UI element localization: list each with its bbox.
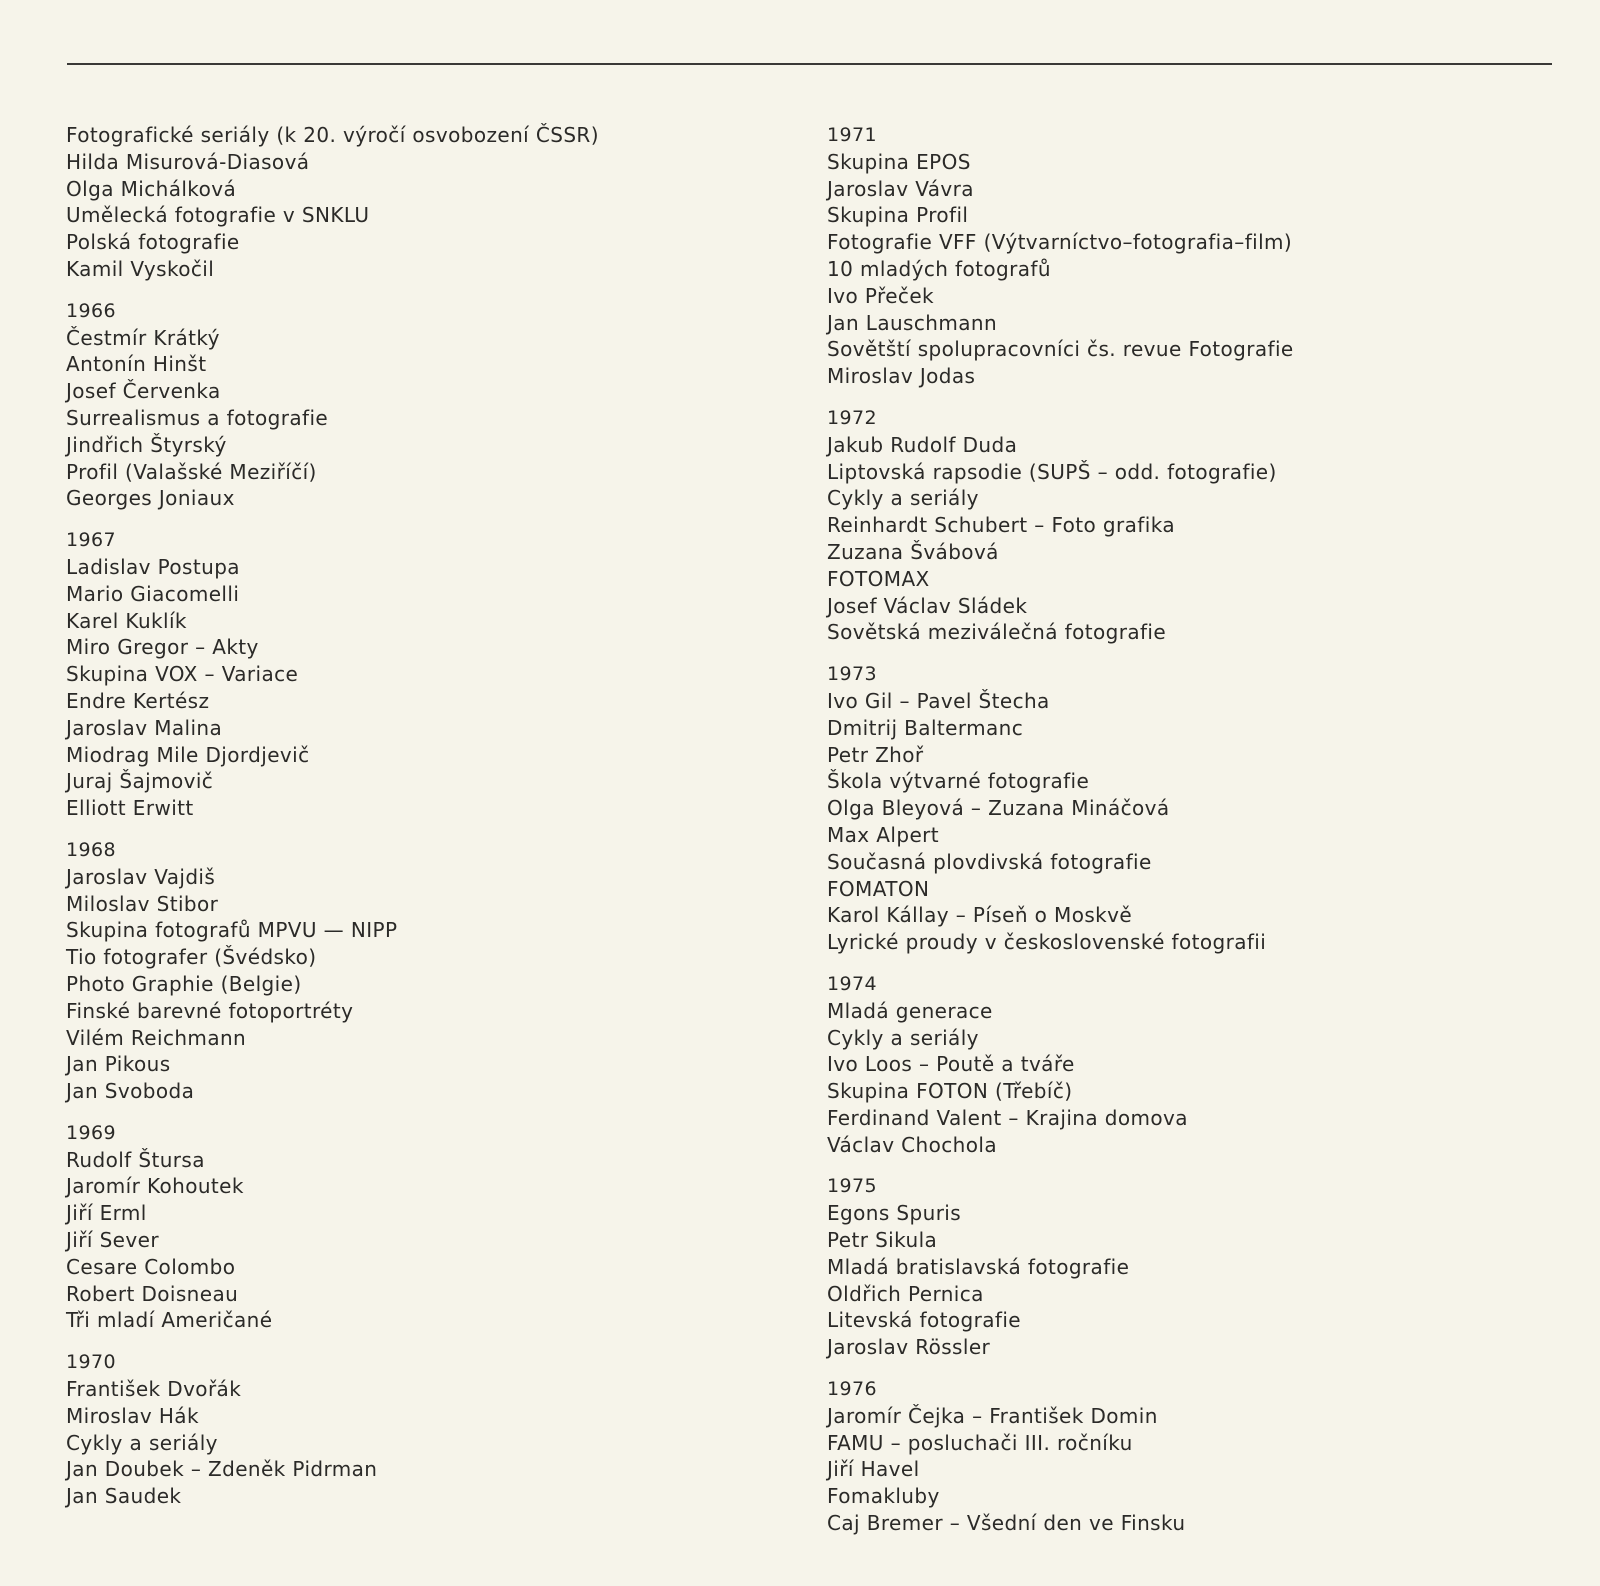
exhibition-entry: Antonín Hinšt (66, 352, 207, 377)
exhibition-entry: Olga Bleyová – Zuzana Mináčová (827, 796, 1170, 821)
exhibition-entry: Fomakluby (827, 1484, 940, 1509)
left-column (66, 122, 766, 1525)
exhibition-entry: Umělecká fotografie v SNKLU (66, 203, 370, 228)
exhibition-entry: Jaroslav Vávra (827, 176, 974, 201)
exhibition-entry: Současná plovdivská fotografie (827, 849, 1152, 874)
exhibition-entry: Liptovská rapsodie (SUPŠ – odd. fotografie) (827, 459, 1277, 484)
year-group (827, 1376, 1547, 1537)
exhibition-entry: Tři mladí Američané (66, 1308, 273, 1333)
year-heading: 1975 (827, 1175, 877, 1198)
exhibition-entry: Max Alpert (827, 822, 940, 847)
exhibition-entry: Jakub Rudolf Duda (827, 432, 1018, 457)
exhibition-entry: Litevská fotografie (827, 1308, 1021, 1333)
exhibition-entry: Photo Graphie (Belgie) (66, 971, 302, 996)
exhibition-entry: Jaromír Čejka – František Domin (827, 1403, 1158, 1428)
year-heading: 1968 (66, 838, 116, 861)
exhibition-entry: Dmitrij Baltermanc (827, 715, 1024, 740)
exhibition-entry: Miloslav Stibor (66, 891, 219, 916)
exhibition-entry: Václav Chochola (827, 1132, 997, 1157)
exhibition-entry: Miroslav Hák (66, 1403, 199, 1428)
exhibition-entry: Škola výtvarné fotografie (827, 769, 1090, 794)
year-heading: 1973 (827, 663, 877, 686)
exhibition-entry: 10 mladých fotografů (827, 256, 1051, 281)
exhibition-entry: František Dvořák (66, 1377, 242, 1402)
year-group (66, 122, 766, 283)
right-column (827, 122, 1547, 1552)
exhibition-entry: Ivo Přeček (827, 283, 935, 308)
exhibition-entry: Sovětská meziválečná fotografie (827, 620, 1167, 645)
exhibition-entry: Skupina Profil (827, 203, 969, 228)
exhibition-entry: Miro Gregor – Akty (66, 635, 259, 660)
exhibition-entry: Polská fotografie (66, 230, 240, 255)
exhibition-entry: Oldřich Pernica (827, 1281, 984, 1306)
year-group (827, 122, 1547, 390)
year-group (827, 661, 1547, 956)
exhibition-entry: Čestmír Krátký (66, 325, 220, 350)
exhibition-entry: Robert Doisneau (66, 1281, 239, 1306)
exhibition-entry: Josef Červenka (66, 379, 221, 404)
exhibition-entry: Miroslav Jodas (827, 364, 976, 389)
exhibition-entry: Egons Spuris (827, 1201, 962, 1226)
exhibition-entry: Elliott Erwitt (66, 796, 194, 821)
exhibition-entry: Endre Kertész (66, 688, 210, 713)
exhibition-entry: Fotografické seriály (k 20. výročí osvobození ČSSR) (66, 123, 599, 147)
year-group (827, 1173, 1547, 1361)
exhibition-entry: Juraj Šajmovič (66, 769, 214, 794)
exhibition-entry: Karol Kállay – Píseň o Moskvě (827, 903, 1133, 928)
exhibition-entry: Cykly a seriály (827, 1025, 979, 1050)
exhibition-entry: Jaroslav Vajdiš (66, 864, 216, 889)
exhibition-entry: Caj Bremer – Všední den ve Finsku (827, 1511, 1186, 1536)
exhibition-entry: Zuzana Švábová (827, 539, 999, 564)
exhibition-entry: Mario Giacomelli (66, 581, 240, 606)
exhibition-entry: Jan Doubek – Zdeněk Pidrman (66, 1457, 378, 1482)
exhibition-entry: Ladislav Postupa (66, 554, 240, 579)
exhibition-entry: Jiří Erml (66, 1201, 147, 1226)
exhibition-entry: Mladá bratislavská fotografie (827, 1254, 1130, 1279)
year-heading: 1969 (66, 1121, 116, 1144)
exhibition-entry: Jan Pikous (66, 1052, 171, 1077)
year-heading: 1967 (66, 529, 116, 552)
exhibition-entry: Skupina FOTON (Třebíč) (827, 1079, 1073, 1104)
exhibition-entry: Petr Sikula (827, 1228, 938, 1253)
exhibition-entry: Jan Saudek (66, 1484, 182, 1509)
exhibition-entry: Profil (Valašské Meziříčí) (66, 459, 317, 484)
exhibition-entry: Skupina EPOS (827, 149, 971, 174)
exhibition-entry: Hilda Misurová-Diasová (66, 149, 310, 174)
year-heading: 1966 (66, 299, 116, 322)
exhibition-entry: Jiří Sever (66, 1228, 159, 1253)
exhibition-entry: Jan Lauschmann (827, 310, 998, 335)
year-group (827, 971, 1547, 1159)
exhibition-entry: Finské barevné fotoportréty (66, 998, 354, 1023)
exhibition-entry: Ivo Loos – Poutě a tváře (827, 1052, 1075, 1077)
exhibition-entry: Jaroslav Rössler (827, 1335, 991, 1360)
exhibition-entry: Cesare Colombo (66, 1254, 236, 1279)
exhibition-entry: Fotografie VFF (Výtvarníctvo–fotografia–film) (827, 230, 1293, 255)
exhibition-entry: Skupina VOX – Variace (66, 662, 299, 687)
exhibition-entry: Jan Svoboda (66, 1079, 195, 1104)
exhibition-entry: Cykly a seriály (827, 486, 979, 511)
year-group (66, 1120, 766, 1334)
year-group (66, 837, 766, 1105)
exhibition-entry: Karel Kuklík (66, 608, 187, 633)
year-heading: 1976 (827, 1378, 877, 1401)
exhibition-entry: FAMU – posluchači III. ročníku (827, 1430, 1133, 1455)
exhibition-entry: Mladá generace (827, 998, 993, 1023)
exhibition-entry: Kamil Vyskočil (66, 256, 215, 281)
year-heading: 1974 (827, 972, 877, 995)
exhibition-entry: Lyrické proudy v československé fotografii (827, 930, 1267, 955)
exhibition-entry: Petr Zhoř (827, 742, 924, 767)
year-group (66, 527, 766, 822)
exhibition-entry: Miodrag Mile Djordjevič (66, 742, 310, 767)
year-heading: 1972 (827, 406, 877, 429)
top-rule (67, 63, 1552, 65)
exhibition-entry: Rudolf Štursa (66, 1147, 205, 1172)
exhibition-entry: Surrealismus a fotografie (66, 405, 329, 430)
exhibition-entry: Cykly a seriály (66, 1430, 218, 1455)
exhibition-entry: Jiří Havel (827, 1457, 920, 1482)
exhibition-entry: Jindřich Štyrský (66, 432, 227, 457)
exhibition-entry: Jaroslav Malina (66, 715, 223, 740)
year-group (66, 298, 766, 512)
year-group (66, 1349, 766, 1510)
exhibition-entry: Reinhardt Schubert – Foto grafika (827, 513, 1175, 538)
exhibition-entry: Jaromír Kohoutek (66, 1174, 244, 1199)
year-heading: 1971 (827, 124, 877, 146)
year-group (827, 405, 1547, 646)
exhibition-entry: Skupina fotografů MPVU — NIPP (66, 918, 398, 943)
year-heading: 1970 (66, 1351, 116, 1374)
exhibition-entry: Josef Václav Sládek (827, 593, 1028, 618)
exhibition-entry: Sovětští spolupracovníci čs. revue Fotografie (827, 337, 1294, 362)
exhibition-entry: Olga Michálková (66, 176, 237, 201)
exhibition-entry: Ferdinand Valent – Krajina domova (827, 1105, 1188, 1130)
exhibition-entry: FOMATON (827, 876, 930, 901)
exhibition-entry: Ivo Gil – Pavel Štecha (827, 688, 1050, 713)
exhibition-entry: Georges Joniaux (66, 486, 235, 511)
exhibition-entry: FOTOMAX (827, 566, 930, 591)
exhibition-entry: Vilém Reichmann (66, 1025, 247, 1050)
exhibition-entry: Tio fotografer (Švédsko) (66, 945, 317, 970)
